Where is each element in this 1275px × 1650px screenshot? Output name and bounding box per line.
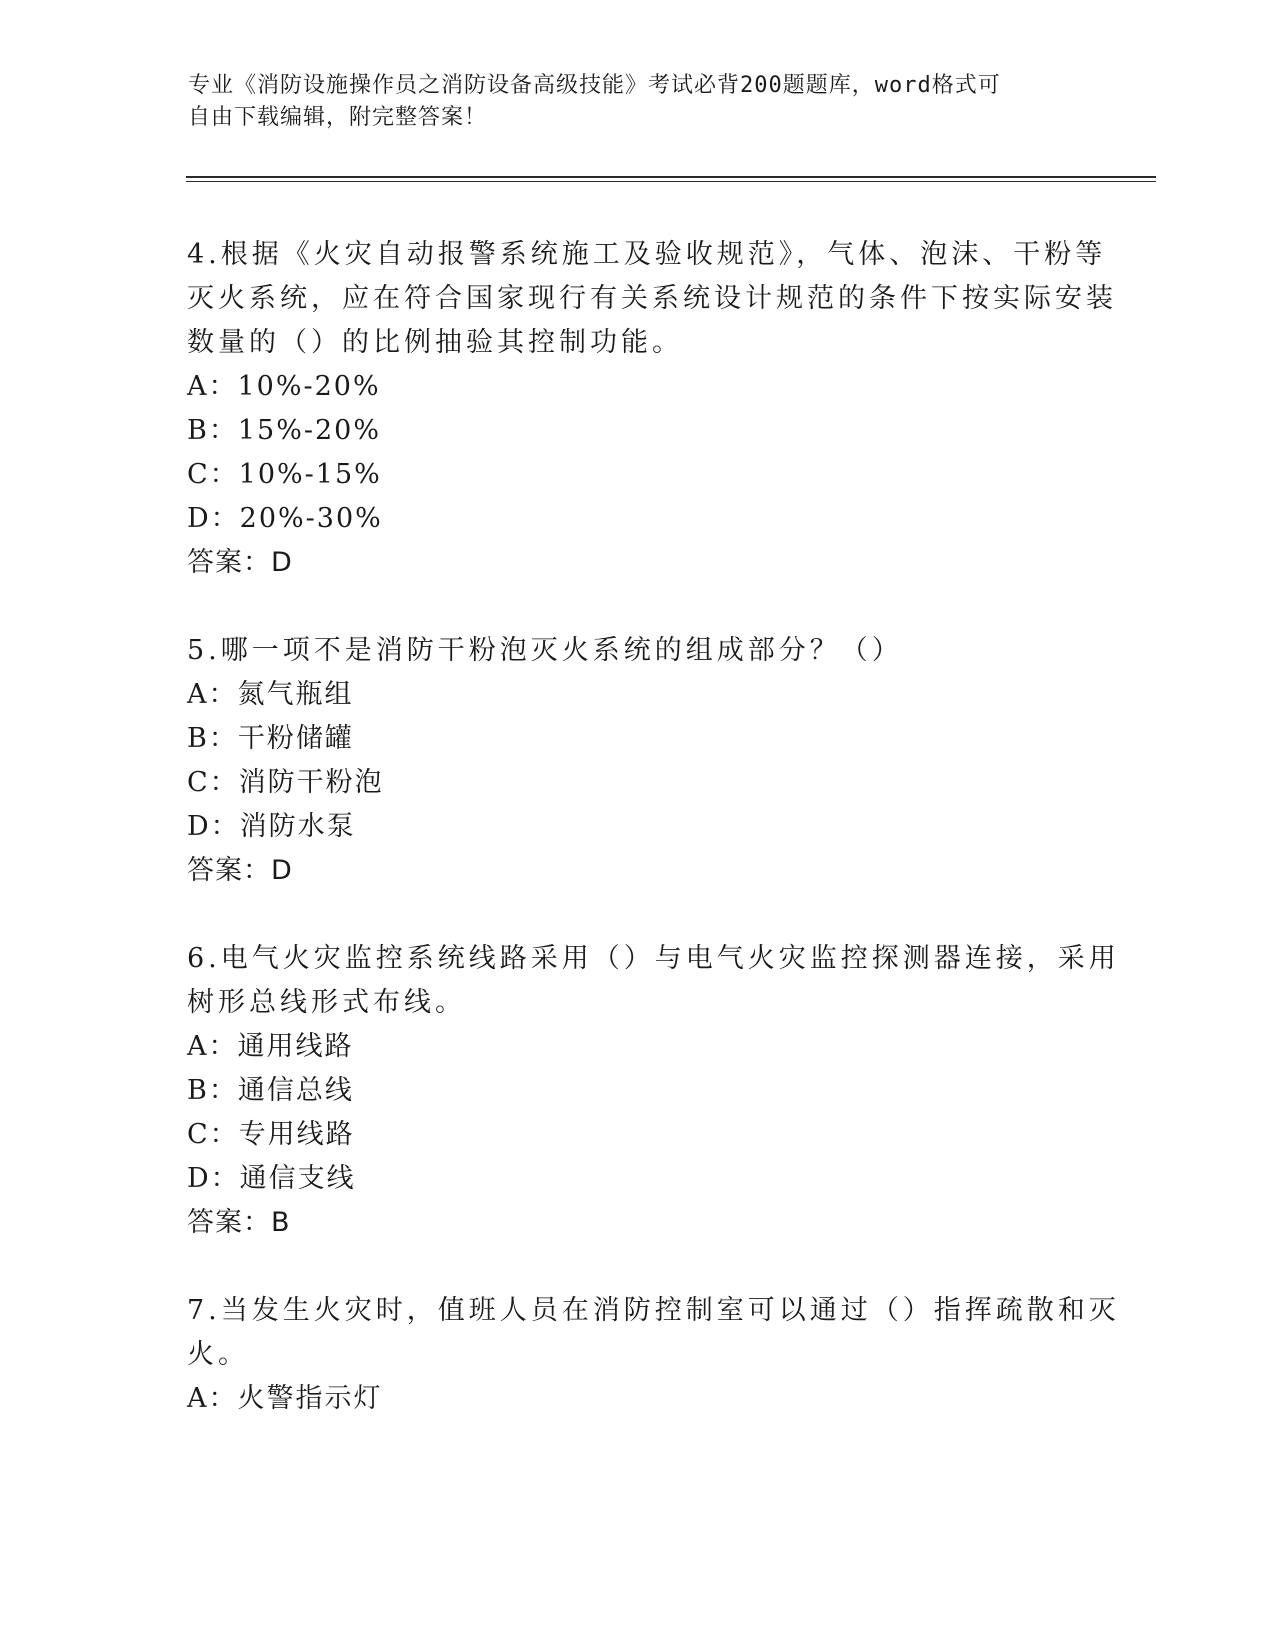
question-5-text-line-1: 5.哪一项不是消防干粉泡灭火系统的组成部分？（） <box>187 635 903 666</box>
question-5-option-d: D：消防水泵 <box>187 811 356 842</box>
question-4-text-line-1: 4.根据《火灾自动报警系统施工及验收规范》，气体、泡沫、干粉等 <box>187 239 1107 270</box>
question-6-option-b: B：通信总线 <box>187 1075 354 1106</box>
document-header <box>188 70 1068 134</box>
question-5-option-c: C：消防干粉泡 <box>187 767 384 798</box>
question-4-option-d: D：20%-30% <box>187 503 383 534</box>
question-6-option-a: A：通用线路 <box>187 1031 354 1062</box>
question-5-option-a: A：氮气瓶组 <box>187 679 354 710</box>
question-6-text-line-1: 6.电气火灾监控系统线路采用（）与电气火灾监控探测器连接，采用 <box>187 943 1120 974</box>
question-6-answer: 答案：B <box>187 1207 291 1238</box>
question-4-text-line-3: 数量的（）的比例抽验其控制功能。 <box>187 327 683 358</box>
question-5-option-b: B：干粉储罐 <box>187 723 354 754</box>
question-4-text-line-2: 灭火系统，应在符合国家现行有关系统设计规范的条件下按实际安装 <box>187 283 1117 314</box>
question-4-option-c: C：10%-15% <box>187 459 382 490</box>
header-line-1: 专业《消防设施操作员之消防设备高级技能》考试必背200题题库，word格式可 <box>188 73 1001 98</box>
question-7-text-line-1: 7.当发生火灾时，值班人员在消防控制室可以通过（）指挥疏散和灭 <box>187 1295 1120 1326</box>
question-6-text-line-2: 树形总线形式布线。 <box>187 987 466 1018</box>
question-6-option-c: C：专用线路 <box>187 1119 355 1150</box>
header-divider-thick <box>186 176 1156 178</box>
question-6-option-d: D：通信支线 <box>187 1163 356 1194</box>
question-7-text-line-2: 火。 <box>187 1339 249 1370</box>
header-line-2: 自由下载编辑，附完整答案！ <box>188 105 488 130</box>
question-4-option-b: B：15%-20% <box>187 415 381 446</box>
question-5-answer: 答案：D <box>187 855 293 886</box>
question-4-option-a: A：10%-20% <box>187 371 381 402</box>
question-7-option-a: A：火警指示灯 <box>187 1383 383 1414</box>
question-4-answer: 答案：D <box>187 547 293 578</box>
header-divider-thin <box>186 181 1156 182</box>
